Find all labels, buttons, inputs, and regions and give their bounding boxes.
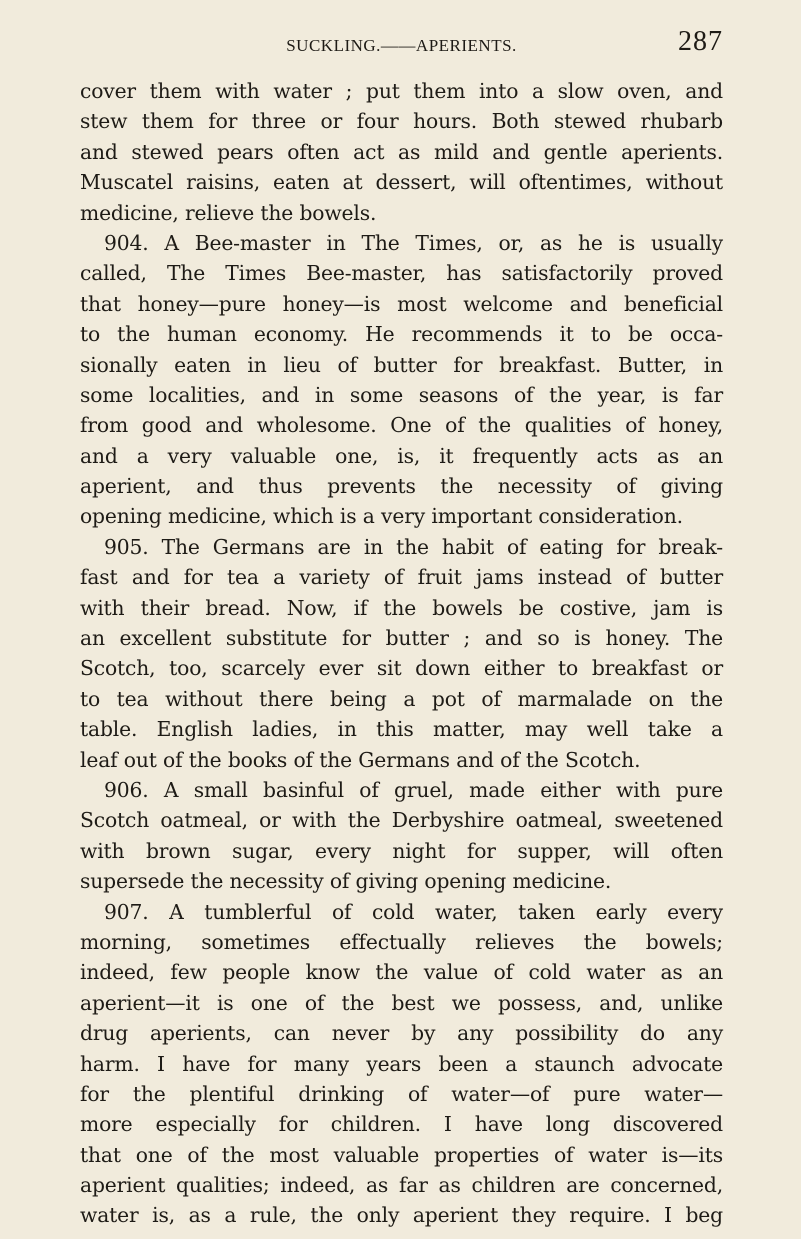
text-line: table. English ladies, in this matter, may well take a	[80, 717, 723, 742]
paragraph-904-start: 904. A Bee-master in The Times, or, as he is usually	[104, 230, 723, 255]
text-line: for the plentiful drinking of water—of pure water—	[80, 1081, 723, 1106]
text-line: and stewed pears often act as mild and gentle aperients.	[80, 139, 723, 164]
text-line: and a very valuable one, is, it frequently acts as an	[80, 443, 723, 468]
running-head: SUCKLING.——APERIENTS.	[286, 36, 517, 55]
text-line: some localities, and in some seasons of the year, is far	[80, 382, 723, 407]
text-line: to tea without there being a pot of marmalade on the	[80, 686, 723, 711]
paragraph-907-start: 907. A tumblerful of cold water, taken early every	[104, 899, 723, 924]
body-text	[80, 76, 723, 1231]
text-line: morning, sometimes effectually relieves the bowels;	[80, 929, 723, 954]
text-line: supersede the necessity of giving opening medicine.	[80, 869, 612, 894]
text-line: water is, as a rule, the only aperient they require. I beg	[80, 1203, 723, 1228]
page-header	[80, 24, 723, 64]
text-line: called, The Times Bee-master, has satisfactorily proved	[80, 261, 723, 286]
paragraph-906-start: 906. A small basinful of gruel, made either with pure	[104, 777, 723, 802]
text-line: from good and wholesome. One of the qualities of honey,	[80, 413, 723, 438]
text-line: leaf out of the books of the Germans and of the Scotch.	[80, 747, 641, 772]
text-line: that honey—pure honey—is most welcome and beneficial	[80, 291, 723, 316]
text-line: harm. I have for many years been a staunch advocate	[80, 1051, 723, 1076]
text-line: more especially for children. I have long discovered	[80, 1112, 723, 1137]
text-line: aperient, and thus prevents the necessity of giving	[80, 474, 723, 499]
text-line: sionally eaten in lieu of butter for breakfast. Butter, in	[80, 352, 723, 377]
text-line: stew them for three or four hours. Both stewed rhubarb	[80, 109, 723, 134]
text-line: with brown sugar, every night for supper, will often	[80, 838, 723, 863]
text-line: medicine, relieve the bowels.	[80, 200, 377, 225]
paragraph-905-start: 905. The Germans are in the habit of eating for break-	[104, 534, 723, 559]
text-line: to the human economy. He recommends it to be occa-	[80, 322, 723, 347]
text-line: drug aperients, can never by any possibility do any	[80, 1021, 723, 1046]
text-line: aperient qualities; indeed, as far as children are concerned,	[80, 1173, 723, 1198]
text-line: cover them with water ; put them into a slow oven, and	[80, 79, 723, 103]
page-number: 287	[678, 26, 723, 57]
text-line: Scotch, too, scarcely ever sit down either to breakfast or	[80, 656, 723, 681]
text-line: fast and for tea a variety of fruit jams instead of butter	[80, 565, 723, 590]
text-line: that one of the most valuable properties of water is—its	[80, 1142, 723, 1167]
text-line: indeed, few people know the value of cold water as an	[80, 960, 723, 985]
text-line: opening medicine, which is a very important consideration.	[80, 504, 683, 529]
text-line: Scotch oatmeal, or with the Derbyshire oatmeal, sweetened	[80, 808, 723, 833]
text-line: Muscatel raisins, eaten at dessert, will oftentimes, without	[80, 170, 723, 195]
text-line: aperient—it is one of the best we possess, and, unlike	[80, 990, 723, 1015]
text-line: an excellent substitute for butter ; and so is honey. The	[80, 626, 723, 651]
text-line: with their bread. Now, if the bowels be costive, jam is	[80, 595, 723, 620]
